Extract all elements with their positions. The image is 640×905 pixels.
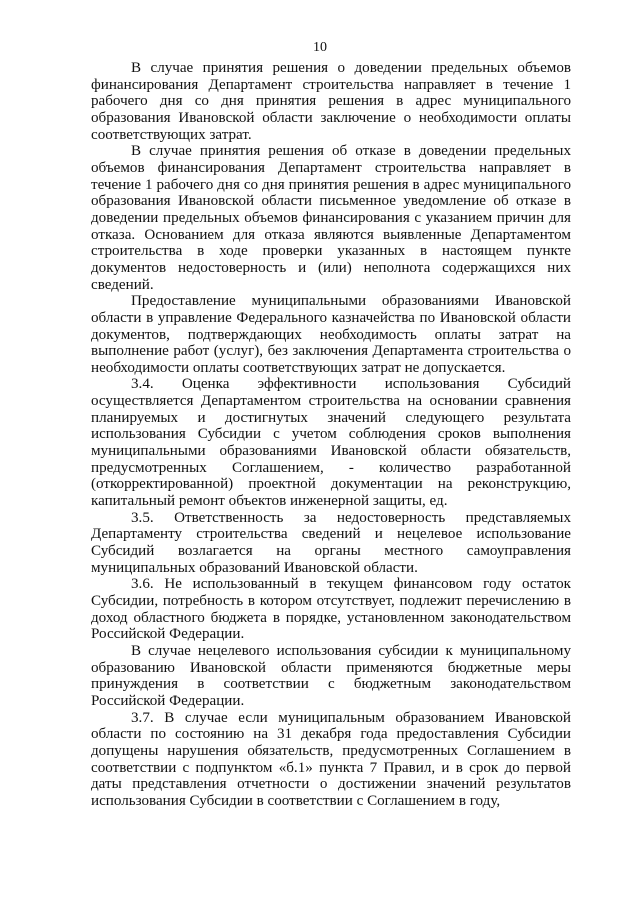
paragraph-funding-decision: В случае принятия решения о доведении предельных объемов финансирования Департамент строительства направляет в течение 1 рабочего дня со дня принятия решения в адрес муниципального образования Ивановской области заключение о необходимости оплаты соответствующих затрат. — [91, 60, 571, 143]
document-body — [91, 60, 571, 810]
paragraph-misuse-measures: В случае нецелевого использования субсидии к муниципальному образованию Ивановской области применяются бюджетные меры принуждения в соответствии с бюджетным законодательством Российской Федерации. — [91, 642, 571, 709]
paragraph-3-4-efficiency: 3.4. Оценка эффективности использования Субсидий осуществляется Департаментом строительства на основании сравнения планируемых и достигнутых значений следующего результата использования Субсидии с учетом соблюдения сроков выполнения муниципальными образованиями Ивановской области обязательств, предусмотренных Соглашением, - количество разработанной (откорректированной) проектной документации на реконструкцию, капитальный ремонт объектов инженерной защиты, ед. — [91, 376, 571, 510]
paragraph-refusal-decision: В случае принятия решения об отказе в доведении предельных объемов финансирования Департамент строительства направляет в течение 1 рабочего дня со дня принятия решения в адрес муниципального образования Ивановской области письменное уведомление об отказе в доведении предельных объемов финансирования с указанием причин для отказа. Основанием для отказа являются выявленные Департаментом строительства в ходе проверки указанных в настоящем пункте документов недостоверность и (или) неполнота содержащихся них сведений. — [91, 143, 571, 293]
paragraph-treasury-submission: Предоставление муниципальными образованиями Ивановской области в управление Федерального казначейства по Ивановской области документов, подтверждающих необходимость оплаты затрат на выполнение работ (услуг), без заключения Департамента строительства о необходимости оплаты соответствующих затрат не допускается. — [91, 293, 571, 376]
page-number: 10 — [313, 40, 327, 55]
paragraph-3-5-responsibility: 3.5. Ответственность за недостоверность представляемых Департаменту строительства сведений и нецелевое использование Субсидий возлагается на органы местного самоуправления муниципальных образований Ивановской области. — [91, 509, 571, 576]
paragraph-3-6-unused-balance: 3.6. Не использованный в текущем финансовом году остаток Субсидии, потребность в котором отсутствует, подлежит перечислению в доход областного бюджета в порядке, установленном законодательством Российской Федерации. — [91, 576, 571, 643]
paragraph-3-7-violations: 3.7. В случае если муниципальным образованием Ивановской области по состоянию на 31 декабря года предоставления Субсидии допущены нарушения обязательств, предусмотренных Соглашением в соответствии с подпунктом «б.1» пункта 7 Правил, и в срок до первой даты представления отчетности о достижении значений результатов использования Субсидии в соответствии с Соглашением в году, — [91, 709, 571, 809]
